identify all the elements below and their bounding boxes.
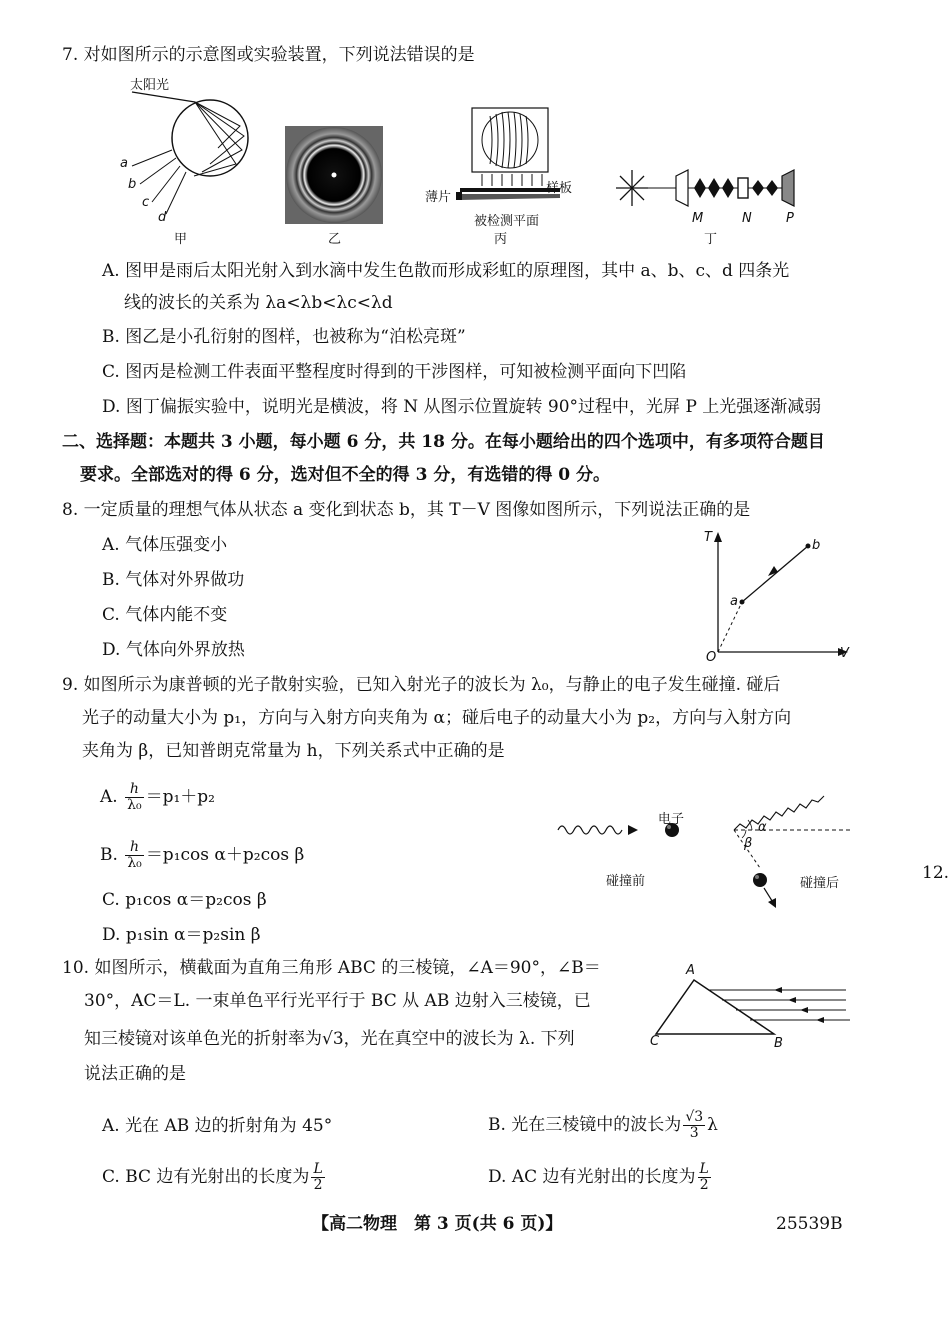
q10-b-num: √3: [685, 1109, 704, 1125]
fig-bing-thin: 薄片: [425, 190, 452, 205]
q10-d-pre: D. AC 边有光射出的长度为: [488, 1167, 696, 1187]
q9-option-a: [100, 782, 215, 813]
q7-option-c: C. 图丙是检测工件表面平整程度时得到的干涉图样，可知被检测平面向下凹陷: [102, 362, 687, 382]
q9-b-den: λ₀: [127, 855, 142, 871]
q9-option-d: D. p₁sin α＝p₂sin β: [102, 925, 261, 945]
q10-b-den: 3: [689, 1125, 699, 1141]
q10-prism-figure: [650, 972, 856, 1042]
q7-option-a-line1: A. 图甲是雨后太阳光射入到水滴中发生色散而形成彩虹的原理图，其中 a、b、c、d 四条光: [102, 261, 790, 281]
q9-line1: 9. 如图所示为康普顿的光子散射实验，已知入射光子的波长为 λ₀，与静止的电子发生碰撞. 碰后: [62, 675, 781, 695]
q9-b-fraction: [125, 840, 144, 871]
fig-jia-raindrop: [110, 76, 270, 246]
fig-bing-plate: 样板: [546, 181, 573, 196]
q10-option-b: [488, 1110, 718, 1141]
q10-line2: 30°，AC＝L. 一束单色平行光平行于 BC 从 AB 边射入三棱镜，已: [84, 991, 591, 1011]
q7-option-d: D. 图丁偏振实验中，说明光是横波，将 N 从图示位置旋转 90°过程中，光屏 P 上光强逐渐减弱: [102, 397, 822, 417]
q10-c-pre: C. BC 边有光射出的长度为: [102, 1167, 310, 1187]
fig-bing-interference: [450, 106, 580, 226]
fig-bing-caption: 丙: [494, 232, 508, 247]
fig-jia-b: b: [128, 177, 137, 192]
q10-c-num: L: [313, 1161, 323, 1177]
fig-jia-sunlight: 太阳光: [130, 78, 170, 93]
q10-option-a: A. 光在 AB 边的折射角为 45°: [102, 1116, 333, 1136]
fig-jia-c: c: [142, 195, 150, 210]
q10-fig-C: C: [650, 1034, 660, 1049]
q8-graph-V: V: [840, 646, 849, 661]
q9-line2: 光子的动量大小为 p₁，方向与入射方向夹角为 α；碰后电子的动量大小为 p₂，方向与入射方向: [82, 708, 792, 728]
q9-a-den: λ₀: [127, 797, 142, 813]
q10-line1: 10. 如图所示，横截面为直角三角形 ABC 的三棱镜，∠A＝90°，∠B＝: [62, 958, 601, 978]
q10-c-den: 2: [313, 1177, 323, 1193]
q8-graph-O: O: [706, 650, 717, 665]
q9-fig-alpha: α: [758, 820, 767, 835]
q10-option-c: [102, 1162, 327, 1193]
fig-jia-caption: 甲: [174, 232, 188, 247]
q10-d-fraction: [698, 1162, 711, 1193]
q10-fig-B: B: [774, 1036, 783, 1051]
q8-option-a: A. 气体压强变小: [102, 535, 228, 555]
q9-b-num: h: [125, 840, 144, 856]
fig-ding-polarization: [612, 166, 802, 210]
q10-line3: 知三棱镜对该单色光的折射率为√3，光在真空中的波长为 λ. 下列: [84, 1029, 575, 1049]
fig-ding-N: N: [742, 211, 752, 226]
q8-option-c: C. 气体内能不变: [102, 605, 228, 625]
q7-option-b: B. 图乙是小孔衍射的图样，也被称为“泊松亮斑”: [102, 327, 466, 347]
q9-compton-figure: [556, 776, 856, 912]
q8-graph-b: b: [812, 538, 821, 553]
fig-ding-caption: 丁: [704, 232, 718, 247]
q9-fig-electron: 电子: [658, 812, 685, 827]
q9-a-num: h: [125, 782, 144, 798]
fig-jia-a: a: [120, 156, 128, 171]
fig-ding-M: M: [692, 211, 704, 226]
q10-d-num: L: [699, 1161, 709, 1177]
q7-option-a-line2: 线的波长的关系为 λa<λb<λc<λd: [124, 293, 393, 313]
q8-stem: 8. 一定质量的理想气体从状态 a 变化到状态 b，其 T－V 图像如图所示，下列说法正确的是: [62, 500, 751, 520]
q10-b-post: λ: [707, 1115, 718, 1135]
q10-line4: 说法正确的是: [84, 1064, 186, 1084]
fig-bing-surface: 被检测平面: [474, 214, 540, 229]
page-footer-code: 25539B: [776, 1214, 843, 1234]
q9-option-b: [100, 840, 304, 871]
q12-margin-number: 12.: [922, 863, 950, 883]
q10-b-fraction: [683, 1110, 705, 1141]
q9-a-fraction: [125, 782, 144, 813]
q8-graph-T: T: [704, 530, 712, 545]
q10-option-d: [488, 1162, 713, 1193]
q9-a-label: A.: [100, 787, 118, 807]
q10-d-den: 2: [699, 1177, 709, 1193]
fig-yi-caption: 乙: [328, 232, 342, 247]
q9-b-rest: ＝p₁cos α＋p₂cos β: [145, 845, 305, 865]
q8-option-d: D. 气体向外界放热: [102, 640, 245, 660]
q9-fig-before: 碰撞前: [606, 874, 646, 889]
section2-line1: 二、选择题：本题共 3 小题，每小题 6 分，共 18 分。在每小题给出的四个选项中，有多项符合题目: [62, 432, 825, 452]
q8-option-b: B. 气体对外界做功: [102, 570, 245, 590]
fig-yi-diffraction: [285, 126, 383, 224]
q10-fig-A: A: [686, 963, 695, 978]
q9-line3: 夹角为 β，已知普朗克常量为 h，下列关系式中正确的是: [82, 741, 505, 761]
q7-stem: 7. 对如图所示的示意图或实验装置，下列说法错误的是: [62, 45, 475, 65]
q8-graph-a: a: [730, 594, 738, 609]
q9-b-label: B.: [100, 845, 118, 865]
q10-b-pre: B. 光在三棱镜中的波长为: [488, 1115, 682, 1135]
fig-ding-P: P: [786, 211, 794, 226]
q9-fig-after: 碰撞后: [800, 876, 840, 891]
q10-c-fraction: [311, 1162, 324, 1193]
q9-option-c: C. p₁cos α＝p₂cos β: [102, 890, 267, 910]
q9-a-rest: ＝p₁＋p₂: [145, 787, 215, 807]
page-footer-title: 【高二物理 第 3 页(共 6 页)】: [312, 1214, 563, 1234]
q9-fig-beta: β: [744, 836, 753, 851]
fig-jia-d: d: [158, 210, 167, 225]
section2-line2: 要求。全部选对的得 6 分，选对但不全的得 3 分，有选错的得 0 分。: [80, 465, 610, 485]
